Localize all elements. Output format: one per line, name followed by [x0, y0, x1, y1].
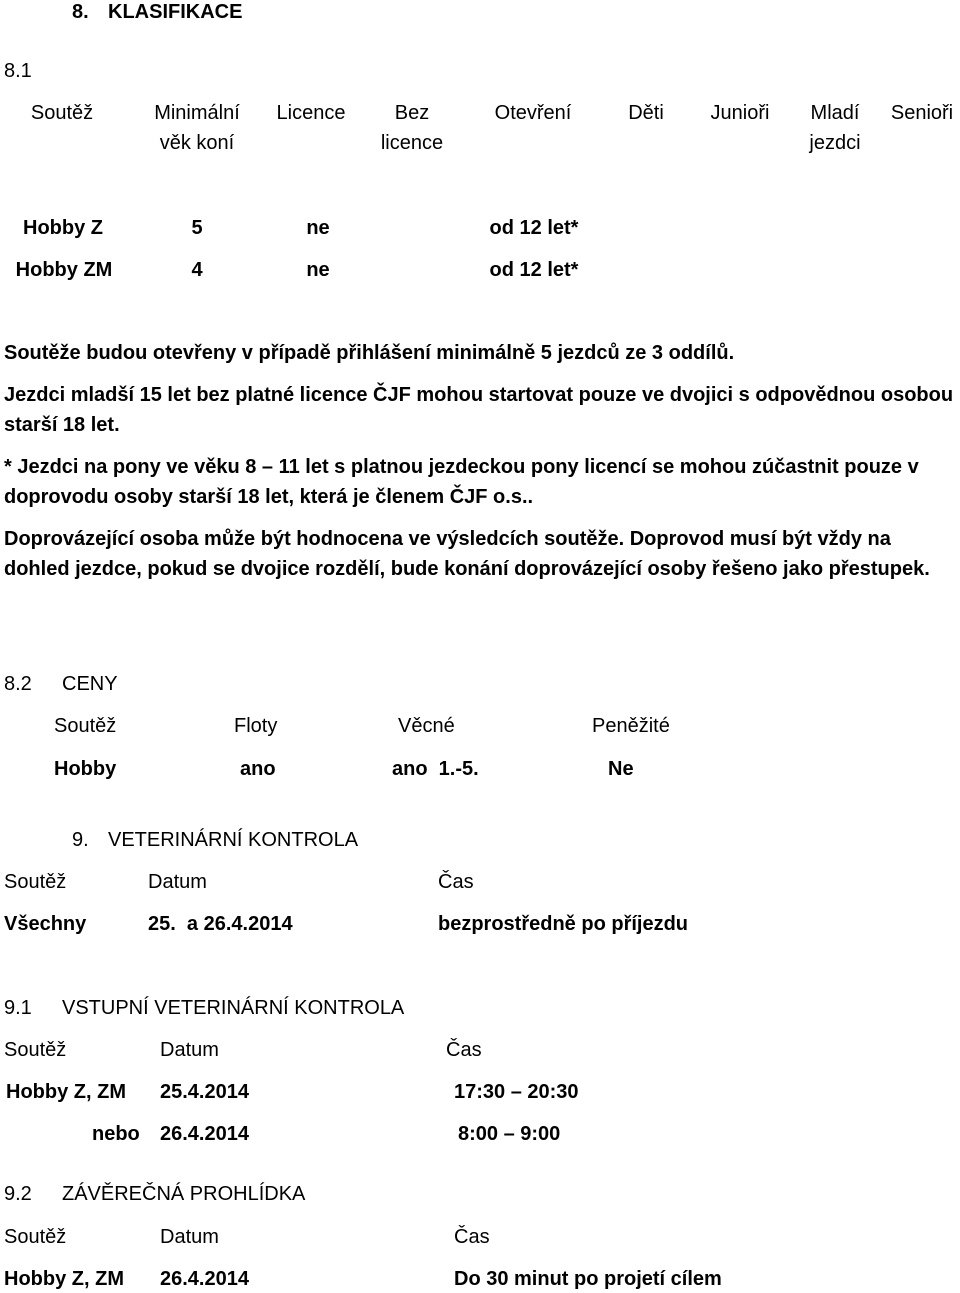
subsection-title: VSTUPNÍ VETERINÁRNÍ KONTROLA: [62, 997, 405, 1019]
header-deti: Děti: [628, 102, 664, 124]
header-soutez: Soutěž: [30, 102, 94, 124]
section-number: 8.: [72, 1, 89, 23]
table-row-cell: Do 30 minut po projetí cílem: [454, 1268, 722, 1290]
table-row-cell: 17:30 – 20:30: [454, 1081, 579, 1103]
note-paragraph: Doprovázející osoba může být hodnocena ve výsledcích soutěže. Doprovod musí být vždy na dohled jezdce, pokud se dvojice rozdělí, bude konání doprovázející osoby řešeno jako přestupek.: [4, 528, 930, 580]
header-juniori: Junioři: [710, 102, 770, 124]
header-floty: Floty: [234, 715, 278, 737]
section-title: VETERINÁRNÍ KONTROLA: [108, 829, 359, 851]
section-title: KLASIFIKACE: [108, 1, 243, 23]
subsection-title: CENY: [62, 673, 118, 695]
table-row-cell: 5: [191, 217, 203, 239]
table-row-cell: Ne: [608, 758, 634, 780]
table-row-cell: 25. a 26.4.2014: [148, 913, 293, 935]
table-row-cell: Hobby Z, ZM: [4, 1268, 124, 1290]
table-row-cell: Hobby: [54, 758, 117, 780]
table-row-cell: bezprostředně po příjezdu: [438, 913, 689, 935]
table-row-cell: 4: [191, 259, 203, 281]
note-paragraph: Jezdci mladší 15 let bez platné licence ČJF mohou startovat pouze ve dvojici s odpovědnou osobou starší 18 let.: [4, 384, 954, 436]
header-seniori: Senioři: [890, 102, 954, 124]
header-cas: Čas: [438, 871, 474, 893]
table-row-cell: ne: [306, 217, 330, 239]
subsection-number: 9.1: [4, 997, 32, 1019]
subsection-number: 8.2: [4, 673, 32, 695]
table-row-cell: ano: [240, 758, 276, 780]
table-row-cell: nebo: [92, 1123, 140, 1145]
table-row-cell: od 12 let*: [489, 259, 579, 281]
table-row-cell: ano 1.-5.: [392, 758, 479, 780]
table-row-cell: 8:00 – 9:00: [458, 1123, 561, 1145]
table-row-cell: ne: [306, 259, 330, 281]
table-row-cell: od 12 let*: [489, 217, 579, 239]
header-licence: Licence: [276, 102, 346, 124]
header-datum: Datum: [148, 871, 207, 893]
note-paragraph: * Jezdci na pony ve věku 8 – 11 let s platnou jezdeckou pony licencí se mohou zúčastnit pouze v doprovodu osoby starší 18 let, která je členem ČJF o.s..: [4, 456, 919, 508]
header-cas: Čas: [446, 1039, 482, 1061]
header-min-vek: Minimální věk koní: [154, 102, 240, 154]
header-bez-licence: Bez licence: [380, 102, 444, 154]
note-paragraph: Soutěže budou otevřeny v případě přihlášení minimálně 5 jezdců ze 3 oddílů.: [4, 342, 735, 364]
table-row-cell: 25.4.2014: [160, 1081, 249, 1103]
header-soutez: Soutěž: [4, 1226, 67, 1248]
header-cas: Čas: [454, 1226, 490, 1248]
table-row-cell: 26.4.2014: [160, 1268, 249, 1290]
subsection-number: 8.1: [4, 60, 32, 82]
section-number: 9.: [72, 829, 89, 851]
subsection-title: ZÁVĚREČNÁ PROHLÍDKA: [62, 1183, 306, 1205]
header-otevreni: Otevření: [494, 102, 572, 124]
header-datum: Datum: [160, 1226, 219, 1248]
header-soutez: Soutěž: [54, 715, 117, 737]
header-soutez: Soutěž: [4, 871, 67, 893]
table-row-cell: 26.4.2014: [160, 1123, 249, 1145]
table-row-cell: Všechny: [4, 913, 87, 935]
table-row-cell: Hobby Z: [23, 217, 103, 239]
subsection-number: 9.2: [4, 1183, 32, 1205]
header-mladi-jezdci: Mladí jezdci: [809, 102, 861, 154]
table-row-cell: Hobby Z, ZM: [6, 1081, 126, 1103]
header-vecne: Věcné: [398, 715, 455, 737]
header-soutez: Soutěž: [4, 1039, 67, 1061]
header-penezite: Peněžité: [592, 715, 670, 737]
header-datum: Datum: [160, 1039, 219, 1061]
table-row-cell: Hobby ZM: [15, 259, 113, 281]
